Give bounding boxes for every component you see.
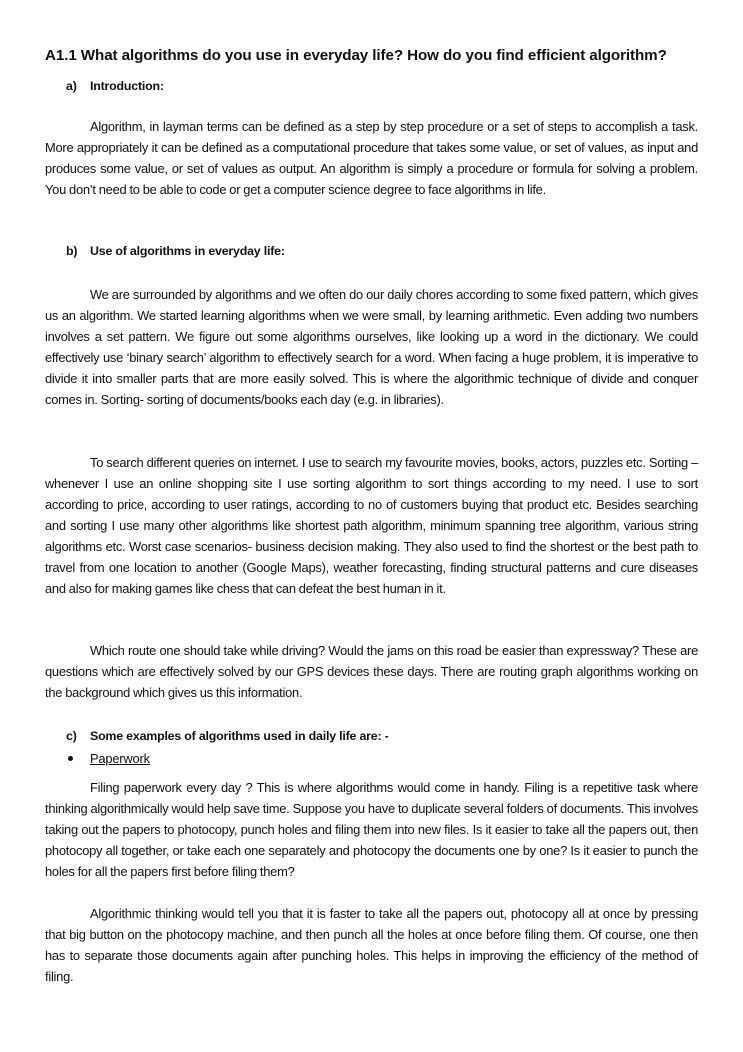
section-heading-examples <box>66 729 389 743</box>
paragraph-surrounded-by-algorithms: We are surrounded by algorithms and we often do our daily chores according to some fixed pattern, which gives us an algorithm. We started learning algorithms when we were small, by learning arithmetic. Even adding two numbers involves a set pattern. We figure out some algorithms ourselves, like looking up a word in the dictionary. We could effectively use ‘binary search’ algorithm to effectively search for a word. When facing a huge problem, it is imperative to divide it into smaller parts that are more easily solved. This is where the algorithmic technique of divide and conquer comes in. Sorting- sorting of documents/books each day (e.g. in libraries). <box>45 287 698 407</box>
paragraph-search-and-sort: To search different queries on internet. I use to search my favourite movies, books, actors, puzzles etc. Sorting – whenever I use an online shopping site I use sorting algorithm to sort things according to my need. I use to sort according to price, according to user ratings, according to no of customers buying that product etc. Besides searching and sorting I use many other algorithms like shortest path algorithm, minimum spanning tree algorithm, various string algorithms etc. Worst case scenarios- business decision making. They also used to find the shortest or the best path to travel from one location to another (Google Maps), weather forecasting, finding structural patterns and cure diseases and also for making games like chess that can defeat the best human in it. <box>45 455 698 596</box>
bullet-item-paperwork <box>66 751 150 766</box>
paragraph-introduction: Algorithm, in layman terms can be defined as a step by step procedure or a set of steps to accomplish a task. More appropriately it can be defined as a computational procedure that takes some value, or set of values, as input and produces some value, or set of values as output. An algorithm is simply a procedure or formula for solving a problem. You don’t need to be able to code or get a computer science degree to face algorithms in life. <box>45 119 698 197</box>
section-heading-everyday-use <box>66 244 285 258</box>
bullet-label: Paperwork <box>90 751 150 766</box>
paragraph-algorithmic-thinking: Algorithmic thinking would tell you that it is faster to take all the papers out, photocopy all at once by pressing that big button on the photocopy machine, and then punch all the holes at once before filing them. Of course, one then has to separate those documents again after punching holes. This helps in improving the efficiency of the method of filing. <box>45 906 698 984</box>
section-heading-text: Some examples of algorithms used in daily life are: - <box>90 729 389 743</box>
section-heading-text: Introduction: <box>90 79 164 93</box>
section-marker: b) <box>66 244 78 258</box>
section-heading-text: Use of algorithms in everyday life: <box>90 244 285 258</box>
section-heading-introduction <box>66 79 164 93</box>
paragraph-routing: Which route one should take while driving? Would the jams on this road be easier than expressway? These are questions which are effectively solved by our GPS devices these days. There are routing graph algorithms working on the background which gives us this information. <box>45 643 698 700</box>
section-marker: c) <box>66 729 77 743</box>
section-marker: a) <box>66 79 77 93</box>
paragraph-filing-paperwork: Filing paperwork every day ? This is where algorithms would come in handy. Filing is a repetitive task where thinking algorithmically would help save time. Suppose you have to duplicate several folders of documents. This involves taking out the papers to photocopy, punch holes and filing them into new files. Is it easier to take all the papers out, then photocopy all together, or take each one separately and photocopy the documents one by one? Is it easier to punch the holes for all the papers first before filing them? <box>45 780 698 879</box>
document-title: A1.1 What algorithms do you use in everyday life? How do you find efficient algorithm? <box>45 47 667 64</box>
bullet-icon <box>68 756 73 761</box>
